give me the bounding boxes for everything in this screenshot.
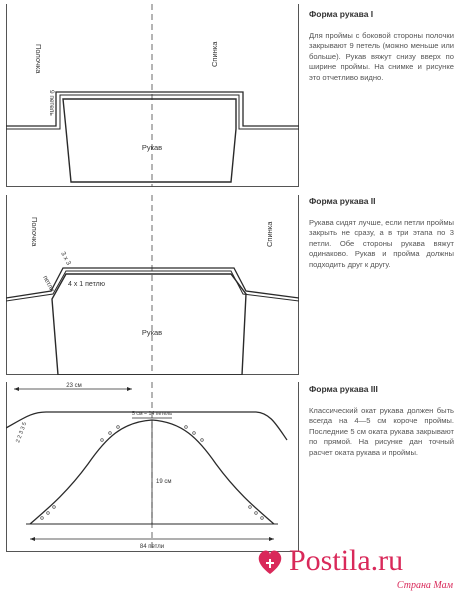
label-front-1: Полочка — [34, 44, 43, 74]
label-back-2: Спинка — [265, 221, 274, 247]
label-sleeve-2: Рукав — [141, 328, 163, 337]
label-top-width: 23 см — [66, 383, 82, 389]
section-3 — [309, 384, 454, 458]
section-2-title: Форма рукава II — [309, 196, 376, 206]
section-3-body: Классический окат рукава должен быть всегда на 4—5 см короче проймы. Последние 5 см оката рукава закрывают по прямой. На рисунке дан точный расчет оката рукава и проймы. — [309, 406, 454, 457]
watermark-sub: Страна Мам — [396, 580, 453, 591]
label-front-2: Полочка — [30, 217, 39, 247]
diagram-panel-3 — [6, 382, 299, 552]
label-bottom: 84 петли — [139, 544, 165, 550]
section-3-title: Форма рукава III — [309, 384, 378, 394]
label-sleeve-1: Рукав — [141, 143, 163, 152]
label-stitches-2: петли — [41, 274, 56, 294]
section-1 — [309, 9, 454, 83]
label-stitches-1: 9 петель — [48, 90, 55, 116]
label-left-seq: 2 2 3 3 5 — [15, 421, 29, 444]
sleeve-diagram-2 — [6, 195, 299, 375]
sleeve-diagram-1 — [6, 4, 299, 187]
section-1-title: Форма рукава I — [309, 9, 374, 19]
section-2 — [309, 196, 454, 270]
label-height: 19 см — [156, 479, 172, 485]
sleeve-diagram-3 — [6, 382, 299, 552]
watermark-logo: Postila.ru — [289, 544, 404, 577]
label-decrease-2: 3 x 3 — [59, 250, 73, 267]
section-1-body: Для проймы с боковой стороны полочки закрывают 9 петель (можно меньше или больше). Рукав вяжут снизу вверх по ширине проймы. На снимке и рисунке это отчетливо видно. — [309, 31, 454, 82]
watermark — [255, 536, 455, 594]
label-back-1: Спинка — [210, 41, 219, 67]
label-top-2: 4 x 1 петлю — [68, 281, 105, 288]
heart-icon — [259, 551, 282, 574]
section-2-body: Рукава сидят лучше, если петли проймы закрыть не сразу, а в три этапа по 3 петли. Обе стороны рукава вяжут одинаково. Рукав и пройма должны подходить друг к другу. — [309, 218, 454, 269]
diagram-panel-2 — [6, 195, 299, 375]
diagram-panel-1 — [6, 4, 299, 187]
label-cap-top: 5 см = 14 петель — [132, 411, 172, 417]
